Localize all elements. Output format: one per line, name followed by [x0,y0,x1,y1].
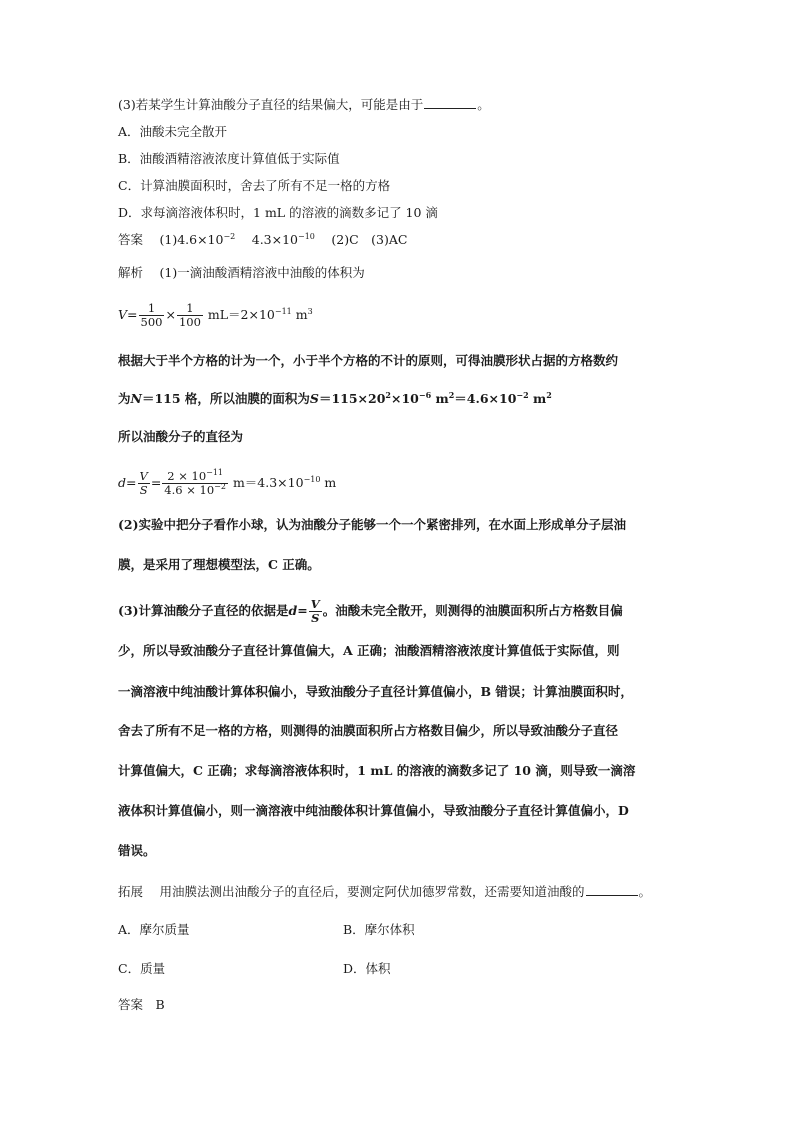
answer-blank [424,96,476,109]
extension-blank [586,883,638,896]
part3-line-7: 错误。 [118,843,156,858]
answer-label: 答案 [118,232,144,247]
analysis-line-1: 解析 (1)一滴油酸酒精溶液中油酸的体积为 [118,265,365,280]
part3-line-6: 液体积计算值偏小，则一滴溶液中纯油酸体积计算值偏小，导致油酸分子直径计算值偏小，D [118,803,629,818]
extension-option-c: C．质量 [118,961,166,976]
extension-answer: 答案 B [118,997,165,1012]
part3-line-2: 少，所以导致油酸分子直径计算值偏大，A 正确；油酸酒精溶液浓度计算值低于实际值，则 [118,643,620,658]
fraction-diameter: $\frac{2 \times 10^{-11}}{4.6 \times 10^{-2}}$ [164,468,226,497]
option-d: D．求每滴溶液体积时，1 mL 的溶液的滴数多记了 10 滴 [118,205,438,220]
analysis-line-5: 所以油酸分子的直径为 [118,429,244,444]
volume-formula: V= $\frac{1}{500}$ × $\frac{1}{100}$ $mL=2\times 10^{-11}$ $m^3$ [118,301,313,329]
part3-line-4: 舍去了所有不足一格的方格，则测得的油膜面积所占方格数目偏少，所以导致油酸分子直径 [118,723,619,738]
answer-line: 答案 $(1)4.6\times 10^{-2}$ $4.3\times 10^{-10}$ (2)C (3)AC [118,232,408,247]
part3-line-1: (3)计算油酸分子直径的依据是d= $\frac{V}{S}$ 。油酸未完全散开，则测得的油膜面积所占方格数目偏 [118,597,623,625]
part3-line-5: 计算值偏大，C 正确；求每滴溶液体积时，1 mL 的溶液的滴数多记了 10 滴，则导致一滴溶 [118,763,636,778]
extension-option-d: D．体积 [343,961,391,976]
part2-line-1: (2)实验中把分子看作小球，认为油酸分子能够一个一个紧密排列，在水面上形成单分子层油 [118,517,627,532]
extension-label: 拓展 [118,884,144,899]
extension-option-b: B．摩尔体积 [343,922,415,937]
option-a: A．油酸未完全散开 [118,124,228,139]
part2-line-2: 膜，是采用了理想模型法，C 正确。 [118,557,320,572]
fraction-1-500: $\frac{1}{500}$ [140,301,163,329]
question-3-stem: (3)若某学生计算油酸分子直径的结果偏大，可能是由于 。 [118,97,490,112]
analysis-line-4: 为N＝115 格，所以油膜的面积为$S=115\times 20^2\times 10^{-6}$ $m^2=4.6\times 10^{-2}$ $m^2$ [118,390,552,406]
analysis-line-3: 根据大于半个方格的计为一个，小于半个方格的不计的原则，可得油膜形状占据的方格数约 [118,353,619,368]
extension-stem: 拓展 用油膜法测出油酸分子的直径后，要测定阿伏加德罗常数，还需要知道油酸的 。 [118,884,652,899]
option-b: B．油酸酒精溶液浓度计算值低于实际值 [118,151,340,166]
option-c: C．计算油膜面积时，舍去了所有不足一格的方格 [118,178,391,193]
extension-options-row-2 [118,960,688,978]
analysis-label: 解析 [118,265,144,280]
fraction-1-100: $\frac{1}{100}$ [178,301,201,329]
extension-options-row-1 [118,921,688,939]
extension-option-a: A．摩尔质量 [118,922,190,937]
diameter-formula: d= $\frac{V}{S}$ = $\frac{2 \times 10^{-11}}{4.6 \times 10^{-2}}$ $m=4.3\times 10^{-10}$ m [118,468,337,497]
part3-line-3: 一滴溶液中纯油酸计算体积偏小，导致油酸分子直径计算值偏小，B 错误；计算油膜面积时， [118,684,633,699]
fraction-v-over-s: $\frac{V}{S}$ [139,469,148,497]
fraction-v-over-s-inline: $\frac{V}{S}$ [310,597,320,625]
